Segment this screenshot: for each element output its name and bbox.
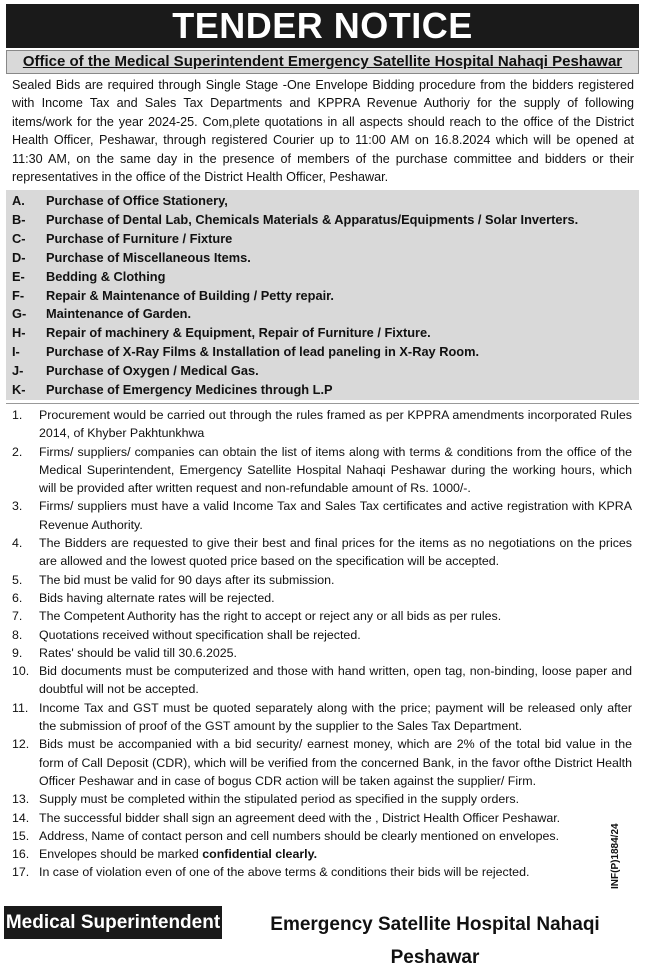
category-item: [12, 268, 639, 287]
term-text: Bids must be accompanied with a bid security/ earnest money, which are 2% of the total bid value in the form of Call Deposit (CDR), which will be verified from the concerned Bank, in the favor ofthe District Health Officer Peshawar and in case of bogus CDR action will be taken against the supplier/ Firm.: [39, 737, 632, 788]
category-text: Purchase of Furniture / Fixture: [46, 230, 233, 246]
category-item: [12, 381, 639, 400]
term-item: [12, 644, 636, 662]
category-text: Purchase of Miscellaneous Items.: [46, 249, 251, 265]
term-text: Rates' should be valid till 30.6.2025.: [39, 645, 237, 660]
term-text: The successful bidder shall sign an agreement deed with the , District Health Officer Peshawar.: [39, 810, 561, 825]
term-item: [12, 607, 636, 625]
category-item: [12, 343, 639, 362]
term-text: Bid documents must be computerized and those with hand written, open tag, non-binding, loose paper and doubtful will not be accepted.: [39, 664, 632, 697]
term-number: 5.: [12, 572, 23, 587]
term-item: [12, 406, 636, 443]
term-number: 9.: [12, 645, 23, 660]
category-item: [12, 305, 639, 324]
term-number: 8.: [12, 627, 23, 642]
category-letter: K-: [12, 382, 26, 398]
term-text: The bid must be valid for 90 days after its submission.: [39, 572, 335, 587]
term-number: 7.: [12, 609, 23, 624]
term-number: 3.: [12, 499, 23, 514]
category-item: [12, 324, 639, 343]
category-item: [12, 192, 639, 211]
category-item: [12, 230, 639, 249]
category-letter: F-: [12, 287, 25, 303]
term-text-plain: Envelopes should be marked: [39, 847, 203, 862]
category-letter: I-: [12, 344, 20, 360]
category-letter: B-: [12, 211, 26, 227]
category-text: Purchase of Office Stationery,: [46, 193, 228, 208]
term-item: [12, 589, 636, 607]
term-number: 13.: [12, 792, 30, 807]
term-text: The Competent Authority has the right to accept or reject any or all bids as per rules.: [39, 609, 502, 624]
term-item: [12, 571, 636, 589]
term-text: Quotations received without specification shall be rejected.: [39, 627, 361, 642]
category-letter: C-: [12, 230, 26, 246]
category-text: Purchase of Emergency Medicines through L.P: [46, 382, 333, 398]
term-item: [12, 790, 636, 808]
category-list: [6, 190, 639, 400]
category-letter: H-: [12, 325, 26, 341]
category-item: [12, 211, 639, 230]
category-text: Purchase of Oxygen / Medical Gas.: [46, 363, 259, 379]
term-number: 2.: [12, 444, 23, 459]
term-text: Supply must be completed within the stipulated period as specified in the supply orders.: [39, 792, 520, 807]
term-number: 14.: [12, 810, 30, 825]
category-letter: D-: [12, 249, 26, 265]
category-text: Repair of machinery & Equipment, Repair of Furniture / Fixture.: [46, 325, 431, 341]
term-item: [12, 699, 636, 736]
category-letter: E-: [12, 268, 25, 284]
term-text-bold: confidential clearly.: [202, 847, 318, 862]
term-text: Firms/ suppliers must have a valid Income Tax and Sales Tax certificates and active registration with KPRA Revenue Authority.: [39, 499, 632, 532]
category-text: Bedding & Clothing: [46, 268, 166, 284]
term-number: 17.: [12, 865, 30, 880]
term-number: 16.: [12, 847, 30, 862]
category-text: Maintenance of Garden.: [46, 306, 192, 322]
term-text: Procurement would be carried out through the rules framed as per KPPRA amendments incorporated Rules 2014, of Khyber Pakhtunkhwa: [39, 408, 632, 441]
category-letter: J-: [12, 363, 24, 379]
term-number: 11.: [12, 700, 29, 715]
term-number: 4.: [12, 536, 23, 551]
term-text: Firms/ suppliers/ companies can obtain the list of items along with terms & conditions from the office of the Medical Superintendent, Emergency Satellite Hospital Nahaqi Peshawar during the working hours, which will be provided after written request and non-refundable amount of Rs. 1000/-.: [39, 444, 632, 496]
term-item: [12, 626, 636, 644]
term-item: [12, 827, 636, 845]
term-item: [12, 497, 636, 534]
term-text: In case of violation even of one of the above terms & conditions their bids will be rejected.: [39, 865, 530, 880]
term-item: [12, 809, 636, 827]
notice-title: TENDER NOTICE: [6, 4, 639, 48]
term-text: Address, Name of contact person and cell numbers should be clearly mentioned on envelopes.: [39, 828, 560, 843]
term-item: [12, 845, 636, 863]
term-text: Bids having alternate rates will be rejected.: [39, 590, 275, 605]
term-item: [12, 443, 636, 498]
footer-designation: Medical Superintendent: [4, 906, 222, 939]
section-divider: [6, 403, 639, 404]
category-letter: A.: [12, 193, 25, 208]
term-number: 1.: [12, 408, 23, 422]
term-text: [39, 845, 636, 863]
term-item: [12, 735, 636, 790]
footer-hospital-name: Emergency Satellite Hospital Nahaqi Peshawar: [270, 914, 600, 968]
category-text: Repair & Maintenance of Building / Petty repair.: [46, 287, 334, 303]
term-item: [12, 662, 636, 699]
term-text: Income Tax and GST must be quoted separately along with the price; payment will be released only after the submission of proof of the GST amount by the supplier to the Sales Tax Department.: [39, 700, 632, 734]
category-letter: G-: [12, 306, 27, 322]
term-number: 15.: [12, 828, 30, 843]
office-heading: Office of the Medical Superintendent Emergency Satellite Hospital Nahaqi Peshawar: [6, 50, 639, 74]
category-text: Purchase of X-Ray Films & Installation of lead paneling in X-Ray Room.: [46, 344, 480, 360]
category-text: Purchase of Dental Lab, Chemicals Materials & Apparatus/Equipments / Solar Inverters.: [46, 211, 579, 227]
reference-number: INF(P)1884/24: [610, 823, 621, 889]
term-number: 12.: [12, 737, 30, 752]
term-number: 6.: [12, 590, 23, 605]
term-text: The Bidders are requested to give their best and final prices for the items as no negotiations on the prices are allowed and the lowest quoted price based on the specification will be accepted.: [39, 536, 632, 569]
term-item: [12, 534, 636, 571]
category-item: [12, 362, 639, 381]
category-item: [12, 249, 639, 268]
term-number: 10.: [12, 664, 30, 679]
term-item: [12, 863, 636, 881]
terms-list: [12, 406, 636, 882]
category-item: [12, 287, 639, 306]
intro-paragraph: Sealed Bids are required through Single Stage -One Envelope Bidding procedure from the bidders registered with Income Tax and Sales Tax Departments and KPPRA Revenue Authoriy for the supply of following items/work for the year 2024-25. Com,plete quotations in all aspects should reach to the office of the District Health Officer, Peshawar, through registered Courier up to 11:00 AM on 16.8.2024 which will be opened at 11:30 AM, on the same day in the presence of members of the purchase committee and bidders or their representatives in the office of the District Health Officer, Peshawar.: [12, 78, 634, 185]
